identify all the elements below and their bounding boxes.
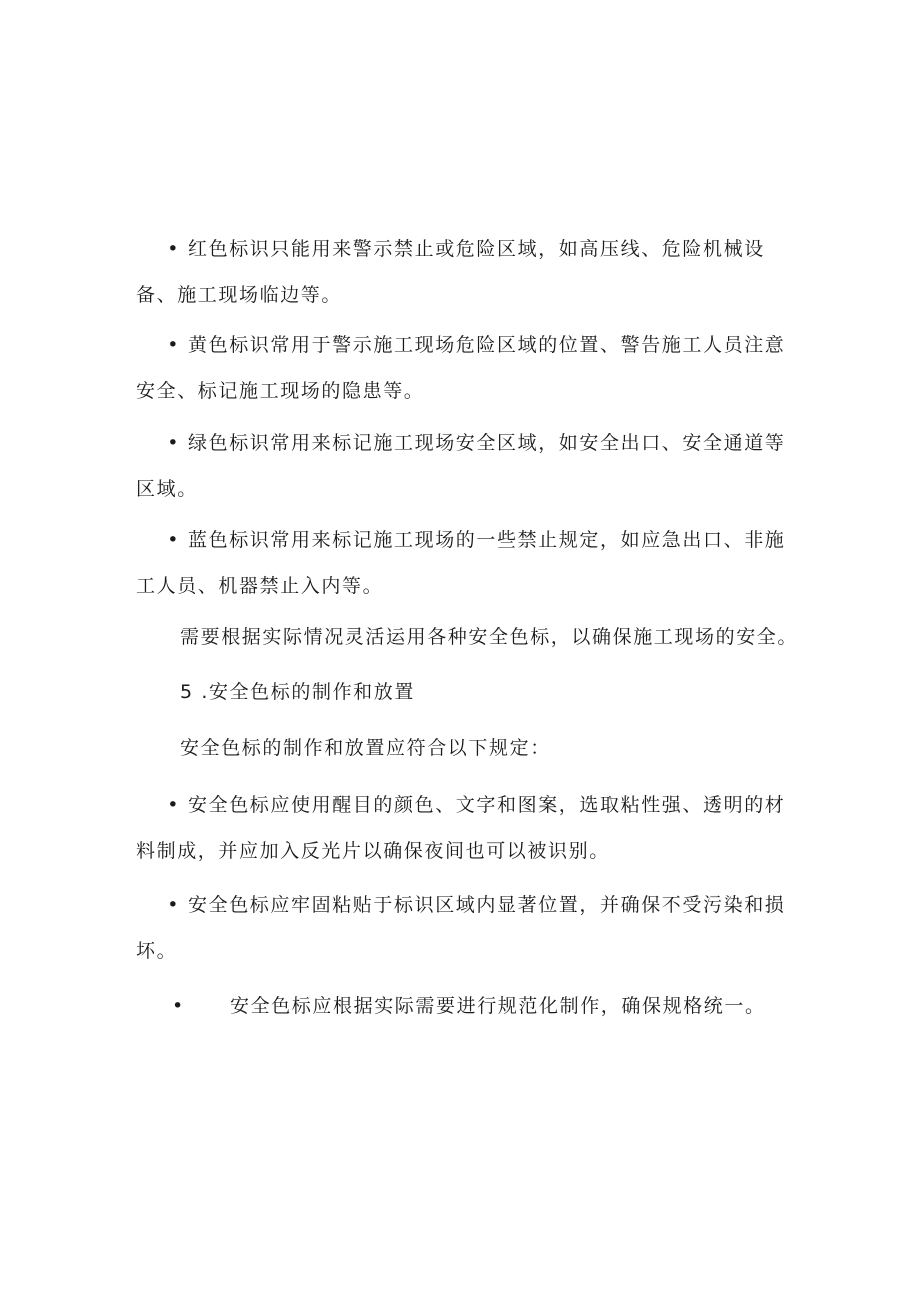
paragraph-text: 绿色标识常用来标记施工现场安全区域，如安全出口、安全通道等区域。 [136, 432, 786, 500]
bullet-icon: • [172, 995, 185, 1017]
paragraph-text: 安全色标的制作和放置应符合以下规定： [180, 737, 551, 759]
bullet-icon: • [167, 529, 180, 551]
bullet-icon: • [167, 334, 180, 356]
heading-text: 5 .安全色标的制作和放置 [180, 681, 415, 703]
paragraph-text: 蓝色标识常用来标记施工现场的一些禁止规定，如应急出口、非施工人员、机器禁止入内等。 [136, 529, 786, 597]
bullet-paragraph-red [136, 226, 786, 318]
bullet-icon: • [167, 894, 180, 916]
bullet-paragraph-yellow [136, 322, 786, 414]
bullet-icon: • [167, 794, 180, 816]
bullet-paragraph-materials [136, 782, 786, 874]
bullet-icon: • [167, 238, 180, 260]
paragraph-text: 需要根据实际情况灵活运用各种安全色标，以确保施工现场的安全。 [180, 626, 799, 648]
bullet-icon: • [167, 432, 180, 454]
bullet-paragraph-green [136, 420, 786, 512]
paragraph-text: 黄色标识常用于警示施工现场危险区域的位置、警告施工人员注意安全、标记施工现场的隐患等。 [136, 334, 786, 402]
paragraph-text: 安全色标应根据实际需要进行规范化制作，确保规格统一。 [230, 995, 766, 1017]
paragraph-text: 安全色标应牢固粘贴于标识区域内显著位置，并确保不受污染和损坏。 [136, 894, 786, 962]
intro-paragraph [136, 725, 830, 771]
paragraph-text: 红色标识只能用来警示禁止或危险区域，如高压线、危险机械设备、施工现场临边等。 [136, 238, 765, 306]
bullet-paragraph-placement [136, 882, 786, 974]
summary-paragraph [136, 614, 830, 660]
section-heading [136, 669, 830, 715]
paragraph-text: 安全色标应使用醒目的颜色、文字和图案，选取粘性强、透明的材料制成，并应加入反光片以确保夜间也可以被识别。 [136, 794, 786, 862]
bullet-paragraph-blue [136, 517, 786, 609]
bullet-paragraph-standard [172, 983, 772, 1029]
